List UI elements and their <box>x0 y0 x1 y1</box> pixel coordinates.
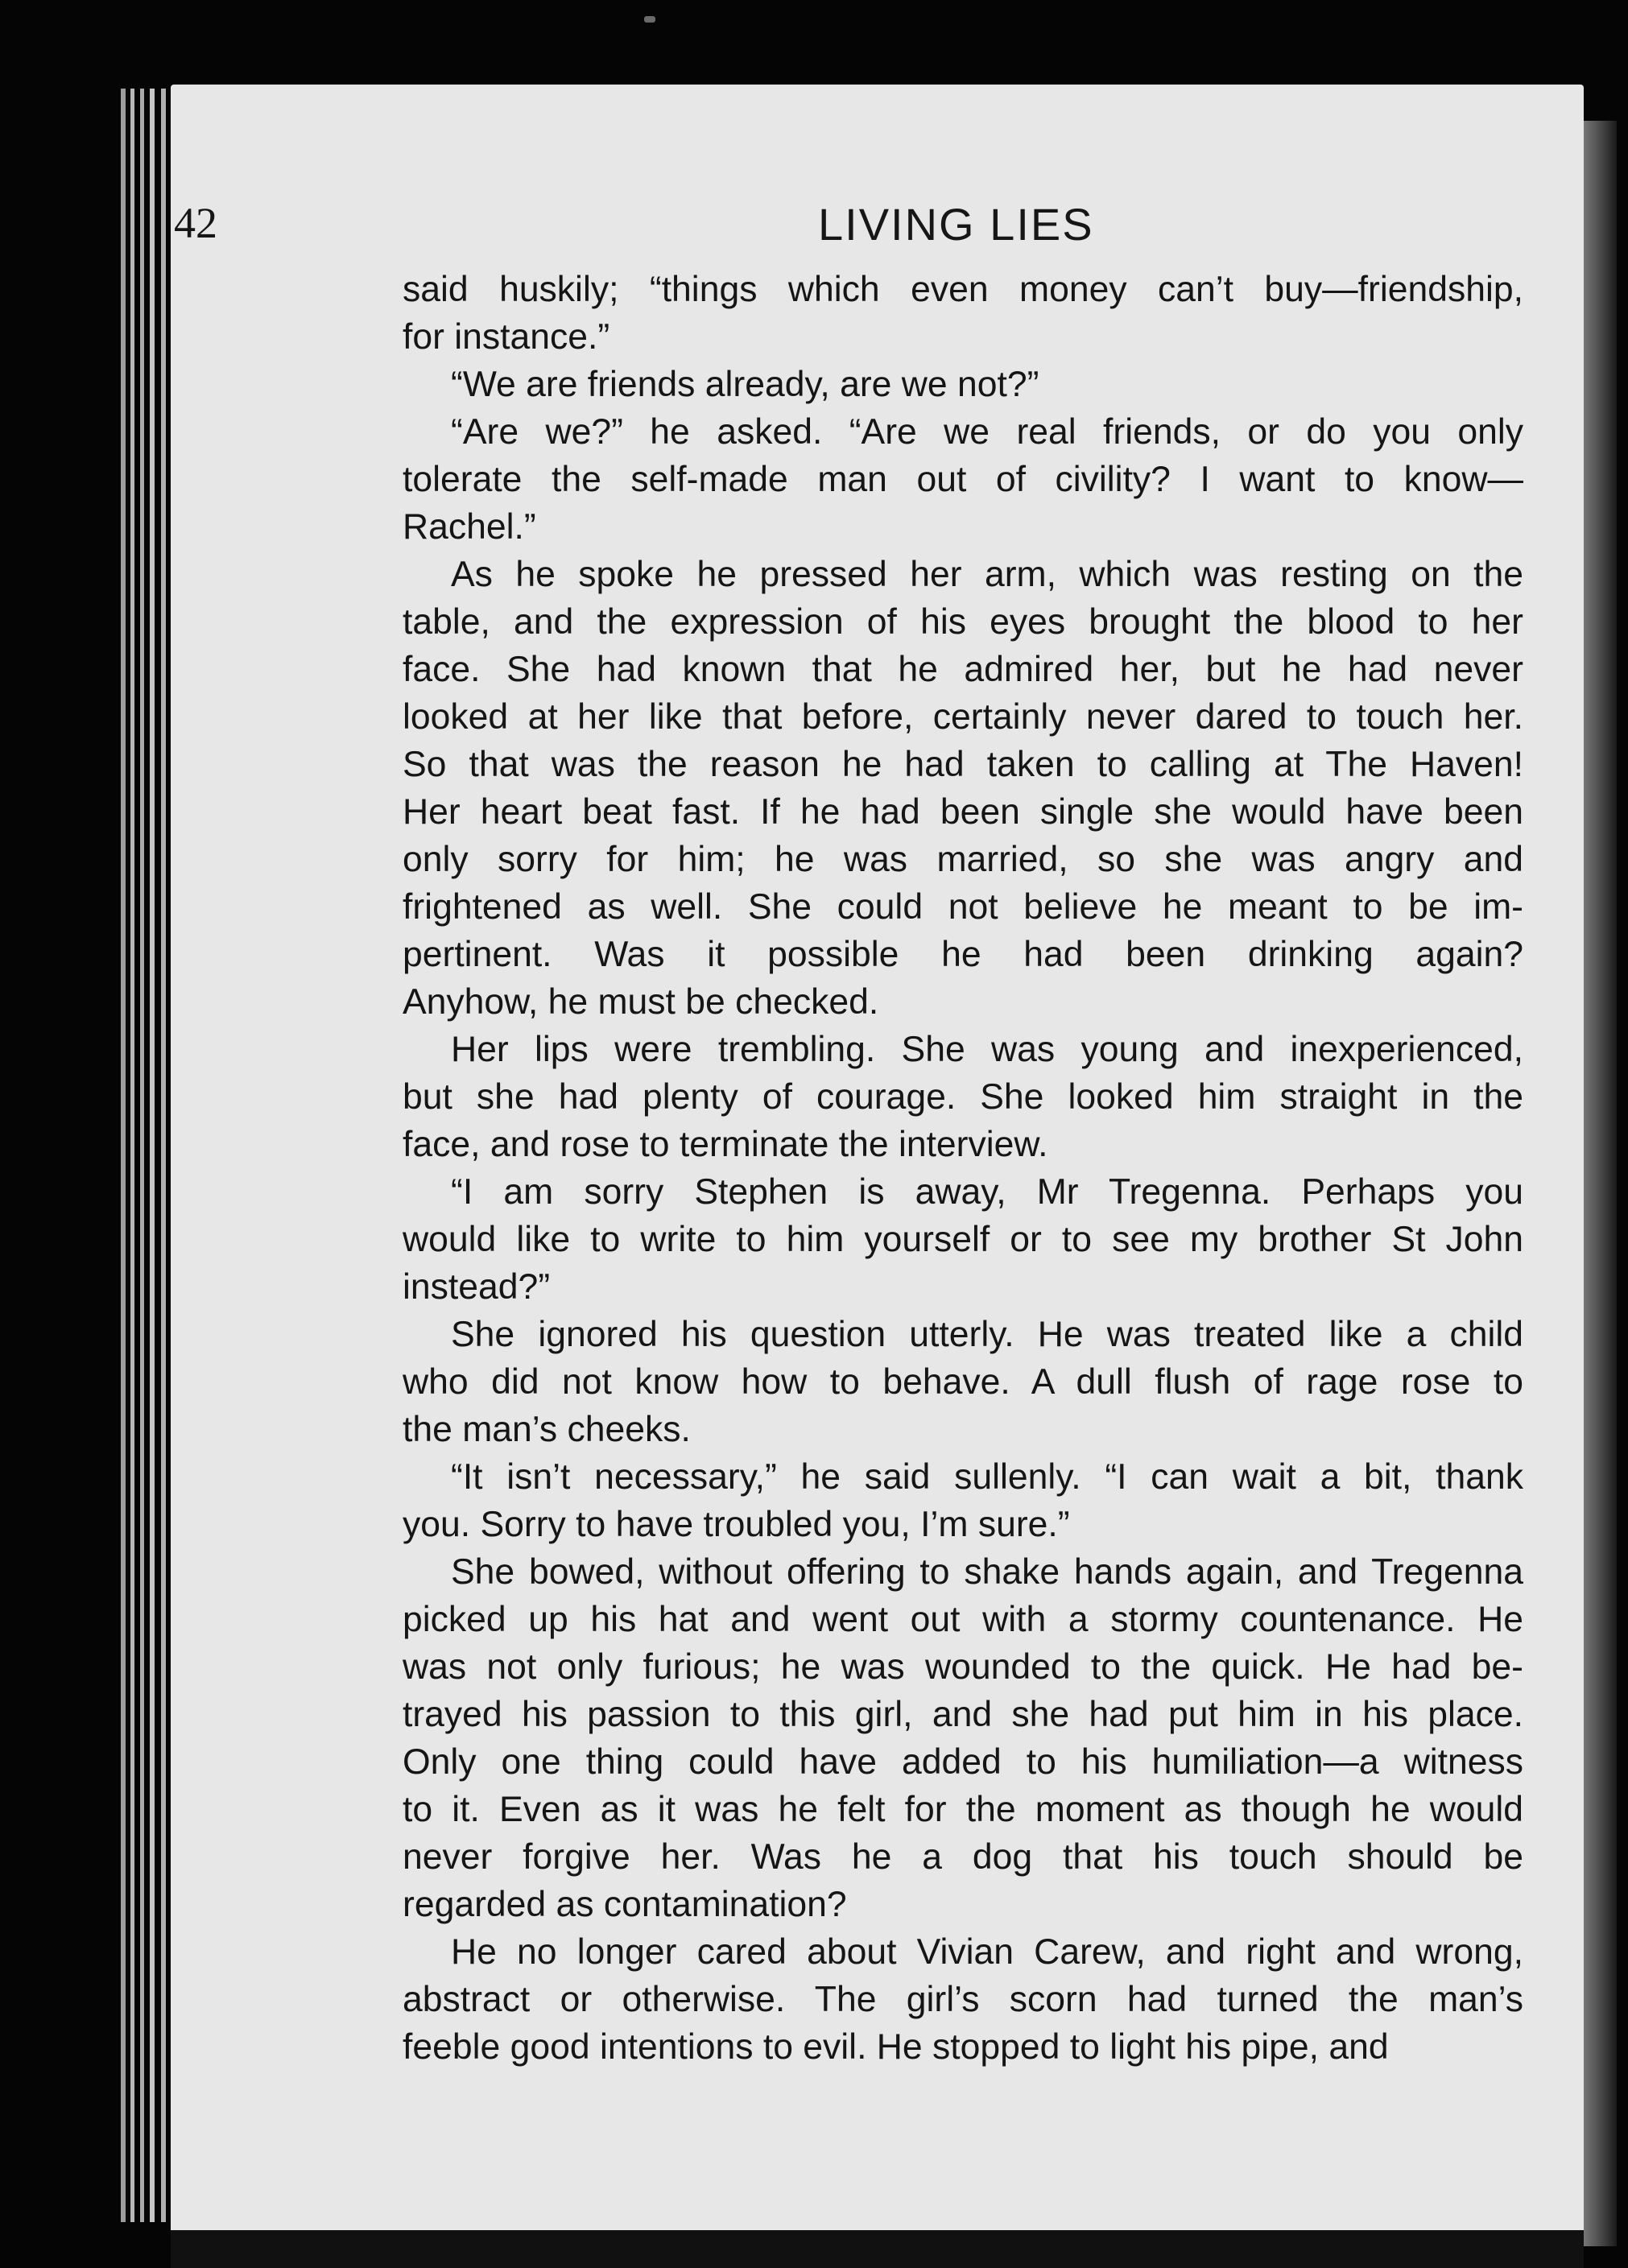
text-line: would like to write to him yourself or to see my brother St John <box>403 1220 1523 1259</box>
text-line: face, and rose to terminate the interview. <box>403 1125 1048 1164</box>
text-line: was not only furious; he was wounded to the quick. He had be- <box>403 1647 1523 1687</box>
text-line: So that was the reason he had taken to calling at The Haven! <box>403 745 1523 784</box>
text-line: regarded as contamination? <box>403 1885 847 1924</box>
bottom-shadow <box>171 2230 1584 2268</box>
text-line: Her heart beat fast. If he had been single she would have been <box>403 792 1523 832</box>
text-line: the man’s cheeks. <box>403 1410 691 1449</box>
text-line: As he spoke he pressed her arm, which was resting on the <box>451 555 1523 594</box>
text-line: “I am sorry Stephen is away, Mr Tregenna. Perhaps you <box>451 1172 1523 1212</box>
text-line: but she had plenty of courage. She looked him straight in the <box>403 1077 1523 1117</box>
text-line: to it. Even as it was he felt for the moment as though he would <box>403 1790 1523 1829</box>
text-line: only sorry for him; he was married, so she was angry and <box>403 840 1523 879</box>
text-line: face. She had known that he admired her, but he had never <box>403 650 1523 689</box>
text-line: who did not know how to behave. A dull flush of rage rose to <box>403 1362 1523 1402</box>
page-stack-edge <box>140 89 144 2222</box>
text-line: instead?” <box>403 1267 551 1307</box>
text-line: never forgive her. Was he a dog that his touch should be <box>403 1837 1523 1877</box>
page-stack-edge <box>130 89 134 2222</box>
page-stack-edge <box>121 89 126 2222</box>
text-line: for instance.” <box>403 317 610 357</box>
text-line: “We are friends already, are we not?” <box>451 365 1039 404</box>
text-line: trayed his passion to this girl, and she had put him in his place. <box>403 1695 1523 1734</box>
text-line: table, and the expression of his eyes brought the blood to her <box>403 602 1523 642</box>
text-line: pertinent. Was it possible he had been drinking again? <box>403 935 1523 974</box>
body-text <box>403 266 1523 2071</box>
text-line: Anyhow, he must be checked. <box>403 982 879 1022</box>
text-line: Rachel.” <box>403 507 536 547</box>
scan-artifact <box>644 16 655 23</box>
text-line: tolerate the self-made man out of civility? I want to know— <box>403 460 1523 499</box>
text-line: looked at her like that before, certainly never dared to touch her. <box>403 697 1523 737</box>
text-line: feeble good intentions to evil. He stopped to light his pipe, and <box>403 2027 1389 2067</box>
text-line: said huskily; “things which even money can’t buy—friendship, <box>403 270 1523 309</box>
text-line: “Are we?” he asked. “Are we real friends, or do you only <box>451 412 1523 452</box>
page-stack-edge <box>150 89 155 2222</box>
text-line: frightened as well. She could not believe he meant to be im- <box>403 887 1523 927</box>
page-number: 42 <box>174 199 217 247</box>
text-line: She ignored his question utterly. He was treated like a child <box>451 1315 1523 1354</box>
page-stack-edge <box>161 89 166 2222</box>
text-line: He no longer cared about Vivian Carew, and right and wrong, <box>451 1932 1523 1972</box>
text-line: picked up his hat and went out with a stormy countenance. He <box>403 1600 1523 1639</box>
text-line: you. Sorry to have troubled you, I’m sure.” <box>403 1505 1070 1544</box>
text-line: Only one thing could have added to his humiliation—a witness <box>403 1742 1523 1782</box>
text-line: abstract or otherwise. The girl’s scorn had turned the man’s <box>403 1980 1523 2019</box>
text-line: She bowed, without offering to shake hands again, and Tregenna <box>451 1552 1523 1592</box>
running-title: LIVING LIES <box>818 199 1094 250</box>
text-line: Her lips were trembling. She was young and inexperienced, <box>451 1030 1523 1069</box>
text-line: “It isn’t necessary,” he said sullenly. “I can wait a bit, thank <box>451 1457 1523 1497</box>
